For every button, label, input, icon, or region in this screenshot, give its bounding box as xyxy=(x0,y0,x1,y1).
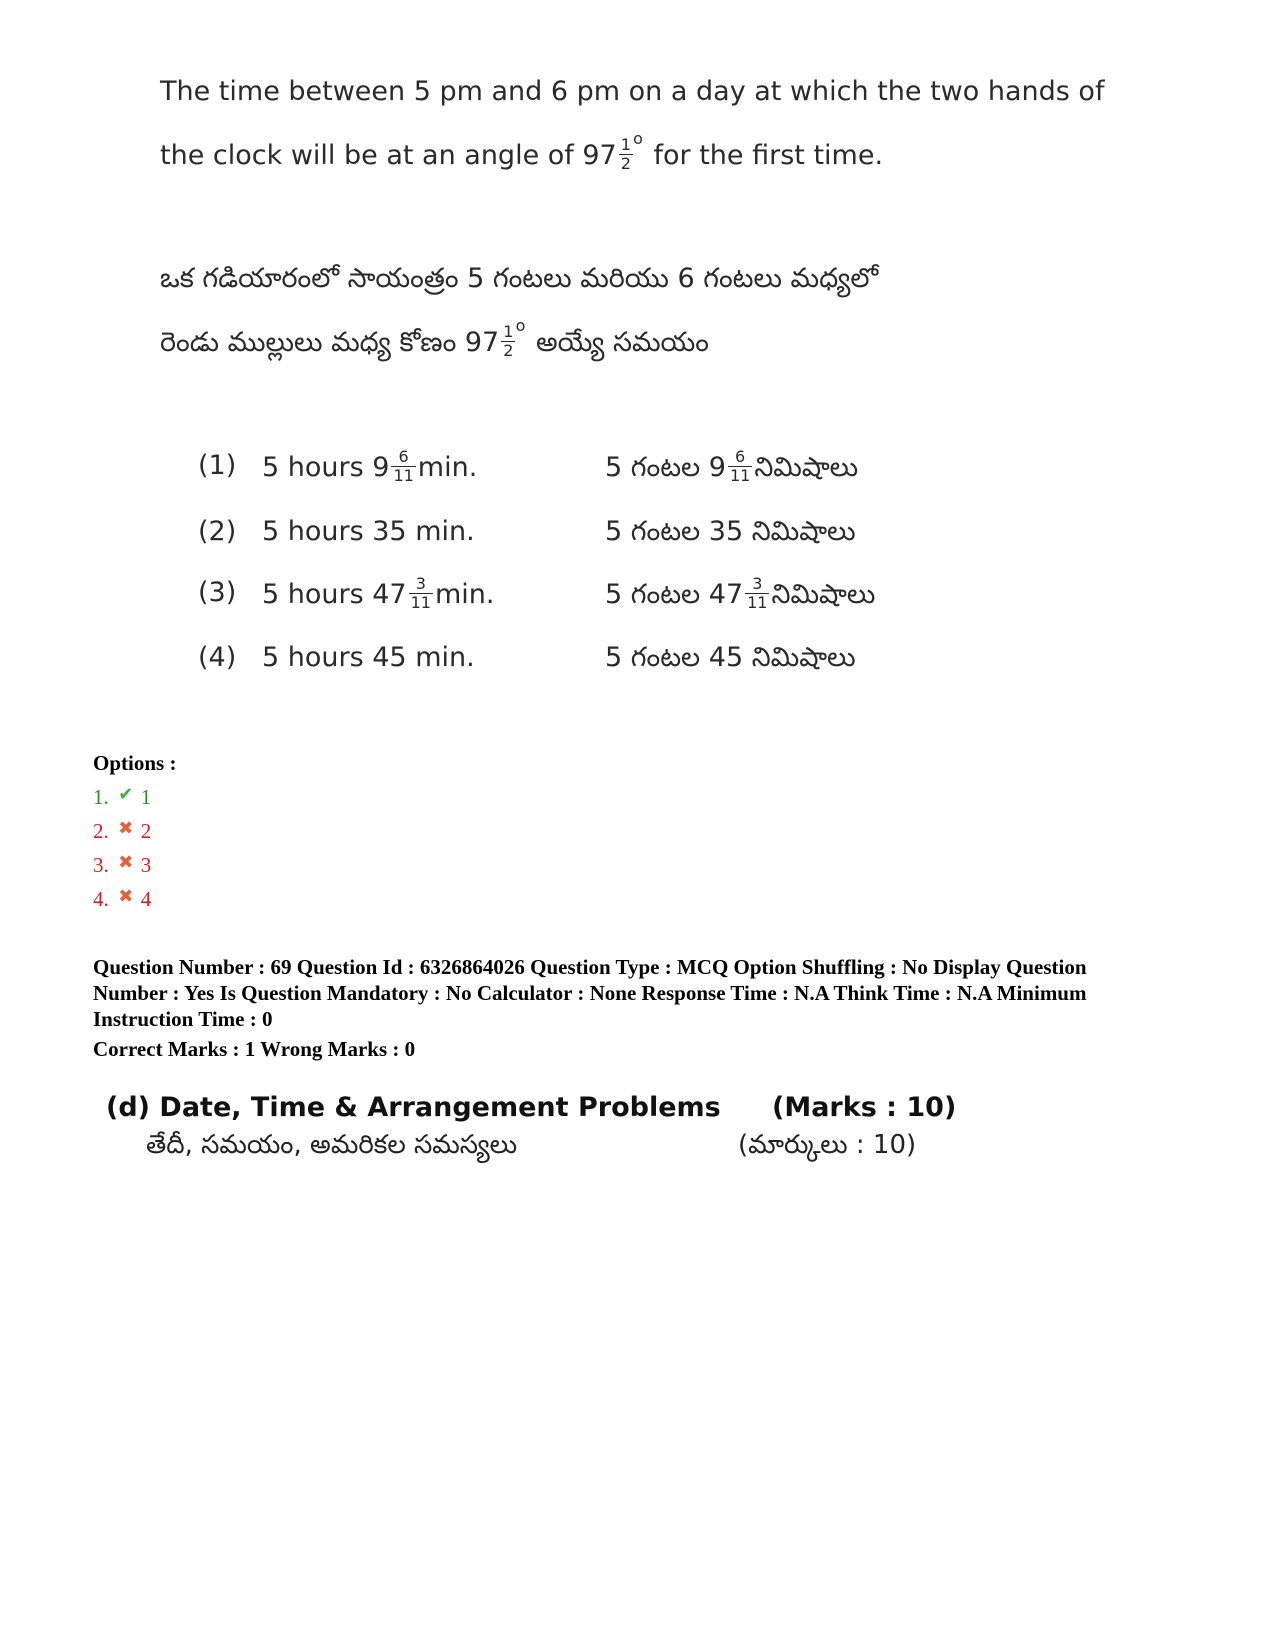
angle-fraction: 1 2 o xyxy=(620,129,643,173)
cross-icon: ✖ xyxy=(118,818,134,838)
answer-choice-en: 5 hours 45 min. xyxy=(262,642,475,673)
question-text-te-line1: ఒక గడియారంలో సాయంత్రం 5 గంటలు మరియు 6 గంటలు మధ్యలో xyxy=(160,263,879,294)
question-info xyxy=(93,954,1193,1032)
answer-choice-number: (2) xyxy=(198,516,237,547)
option-item: 2. ✖ 2 xyxy=(93,818,151,845)
question-info-line2: Number : Yes Is Question Mandatory : No Calculator : None Response Time : N.A Think Time : N.A Minimum xyxy=(93,981,1087,1005)
section-title-te: తేదీ, సమయం, అమరికల సమస్యలు xyxy=(146,1130,518,1160)
option-item: 3. ✖ 3 xyxy=(93,852,151,879)
answer-choice-te: 5 గంటల 45 నిమిషాలు xyxy=(605,642,856,673)
options-title: Options : xyxy=(93,751,177,775)
question-text-te-line2 xyxy=(160,316,709,362)
answer-choice-en: 5 hours 35 min. xyxy=(262,516,475,547)
question-text-en-line2-pre: the clock will be at an angle of 97 xyxy=(160,140,617,171)
cross-icon: ✖ xyxy=(118,886,134,906)
marks-info: Correct Marks : 1 Wrong Marks : 0 xyxy=(93,1037,416,1061)
answer-choice-number: (4) xyxy=(198,642,237,673)
option-item: 1. ✔ 1 xyxy=(93,784,151,811)
cross-icon: ✖ xyxy=(118,852,134,872)
angle-fraction-te: 1 2 o xyxy=(503,316,526,360)
question-text-te-line2-pre: రెండు ముల్లులు మధ్య కోణం 97 xyxy=(160,327,500,358)
answer-choice-en: 5 hours 9 $\frac{6}{11}$ min. xyxy=(262,447,478,485)
option-item: 4. ✖ 4 xyxy=(93,886,151,913)
answer-choice-number: (1) xyxy=(198,450,237,481)
question-info-line1: Question Number : 69 Question Id : 6326864026 Question Type : MCQ Option Shuffling : No Display Question xyxy=(93,955,1087,979)
check-icon: ✔ xyxy=(118,784,134,804)
answer-choice-te: 5 గంటల 35 నిమిషాలు xyxy=(605,516,856,547)
section-marks-te: (మార్కులు : 10) xyxy=(738,1130,917,1160)
answer-choice-te: 5 గంటల 9 $\frac{6}{11}$ నిమిషాలు xyxy=(605,447,859,485)
question-text-en-line2-post: for the first time. xyxy=(653,140,884,171)
section-title-en: (d) Date, Time & Arrangement Problems xyxy=(106,1092,721,1123)
question-text-en-line1: The time between 5 pm and 6 pm on a day at which the two hands of xyxy=(160,76,1105,107)
section-marks-en: (Marks : 10) xyxy=(772,1092,957,1123)
answer-choice-en: 5 hours 47 $\frac{3}{11}$ min. xyxy=(262,574,495,612)
question-text-en-line2 xyxy=(160,129,884,175)
answer-choice-number: (3) xyxy=(198,577,237,608)
question-info-line3: Instruction Time : 0 xyxy=(93,1007,273,1031)
question-text-te-line2-post: అయ్యే సమయం xyxy=(536,327,709,358)
answer-choice-te: 5 గంటల 47 $\frac{3}{11}$ నిమిషాలు xyxy=(605,574,876,612)
